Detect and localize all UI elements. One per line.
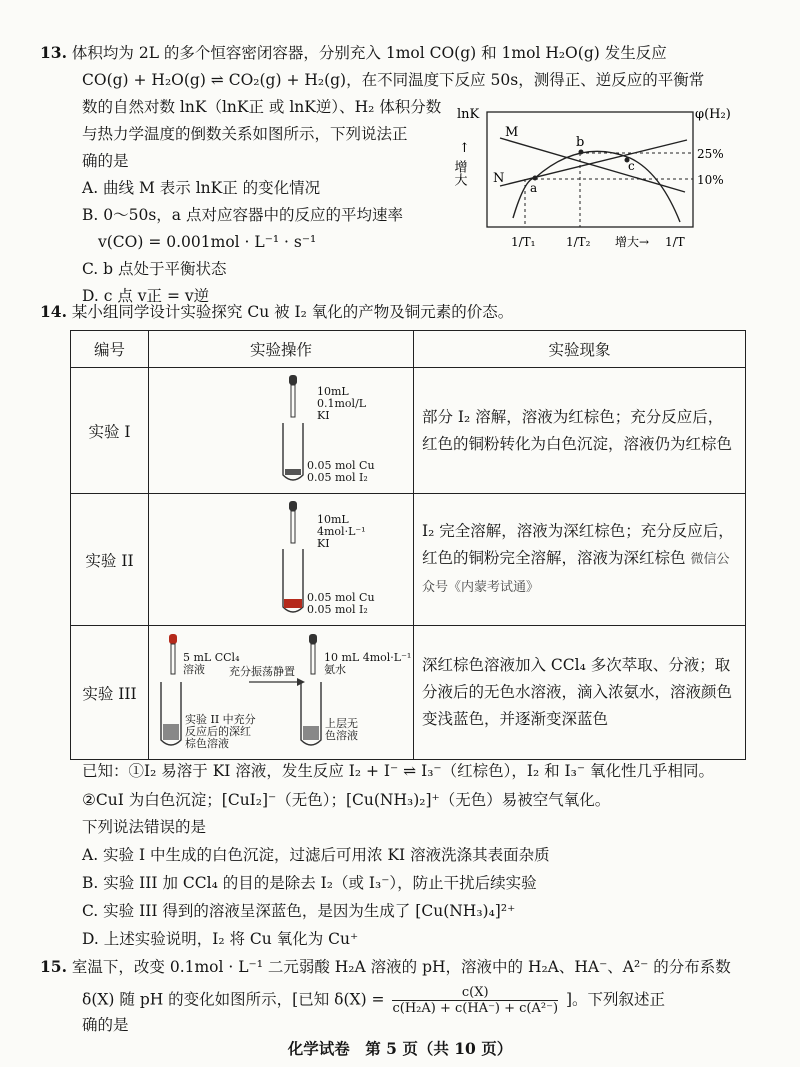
q13-option-b-rate: v(CO) = 0.001mol · L⁻¹ · s⁻¹ bbox=[98, 233, 317, 251]
q13-option-d: D. c 点 v正 = v逆 bbox=[82, 287, 210, 305]
tick-1-t2: 1/T₂ bbox=[566, 235, 591, 249]
q15-line-2 bbox=[82, 985, 665, 1016]
q14-option-c: C. 实验 III 得到的溶液呈深蓝色，是因为生成了 [Cu(NH₃)₄]²⁺ bbox=[82, 902, 516, 920]
exp1-id: 实验 I bbox=[71, 368, 149, 494]
table-header-row bbox=[71, 331, 746, 368]
exp1-reagent-name: KI bbox=[317, 409, 330, 422]
exp3-left-tube-line-1: 实验 II 中充分 bbox=[185, 713, 256, 726]
exp2-reagent-conc: 4mol·L⁻¹ bbox=[317, 525, 366, 538]
exp3-left-tube-label bbox=[185, 714, 256, 750]
q13-option-a: A. 曲线 M 表示 lnK正 的变化情况 bbox=[82, 179, 321, 197]
exp3-left-tube-line-2: 反应后的深红 bbox=[185, 725, 251, 738]
point-b bbox=[579, 150, 584, 155]
q13-stem-line-5: 确的是 bbox=[82, 152, 129, 170]
point-label-c: c bbox=[628, 159, 635, 173]
exp3-id: 实验 III bbox=[71, 626, 149, 760]
exp3-right-tube-line-2: 色溶液 bbox=[325, 729, 358, 742]
exp1-reagent-conc: 0.1mol/L bbox=[317, 397, 367, 410]
exp1-solid-i2: 0.05 mol I₂ bbox=[307, 471, 368, 484]
exp3-right-reagent-name: 氨水 bbox=[324, 663, 346, 676]
q13-stem-line-1: 体积均为 2L 的多个恒容密闭容器，分别充入 1mol CO(g) 和 1mol H₂O(g) 发生反应 bbox=[71, 44, 667, 62]
point-a bbox=[533, 176, 538, 181]
exp1-operation bbox=[149, 368, 414, 494]
exp2-solid-i2: 0.05 mol I₂ bbox=[307, 603, 368, 616]
q13-option-b: B. 0～50s，a 点对应容器中的反应的平均速率 bbox=[82, 206, 403, 224]
q15-fraction bbox=[392, 985, 558, 1016]
exp2-operation bbox=[149, 494, 414, 626]
q13-stem-line-2: CO(g) + H₂O(g) ⇌ CO₂(g) + H₂(g)，在不同温度下反应 50s，测得正、逆反应的平衡常 bbox=[82, 71, 705, 89]
q14-option-d: D. 上述实验说明，I₂ 将 Cu 氧化为 Cu⁺ bbox=[82, 930, 359, 948]
curve-label-n: N bbox=[493, 171, 505, 186]
exp2-solid-cu: 0.05 mol Cu bbox=[307, 591, 375, 604]
graph-y-arrow-icon: ↑ bbox=[459, 141, 470, 156]
page-footer: 化学试卷 第 5 页（共 10 页） bbox=[287, 1039, 513, 1058]
point-label-b: b bbox=[576, 135, 585, 150]
q13-stem-line-4: 与热力学温度的倒数关系如图所示，下列说法正 bbox=[82, 125, 408, 143]
exp1-solid-cu: 0.05 mol Cu bbox=[307, 459, 375, 472]
table-row bbox=[71, 368, 746, 494]
q14-ask: 下列说法错误的是 bbox=[82, 818, 207, 836]
exp1-reagent bbox=[317, 386, 366, 422]
graph-x-label: 1/T bbox=[665, 235, 685, 249]
exp3-operation bbox=[149, 626, 414, 760]
exp2-observation bbox=[414, 494, 746, 626]
q15-line-1 bbox=[40, 956, 731, 978]
q15-line-2-pre: δ(X) 随 pH 的变化如图所示，[已知 δ(X) = bbox=[82, 990, 385, 1009]
q14-number: 14. bbox=[40, 302, 67, 321]
tick-1-t1: 1/T₁ bbox=[511, 235, 536, 249]
exp2-solids bbox=[307, 592, 375, 616]
q15-fraction-numerator: c(X) bbox=[461, 985, 489, 1000]
q15-stem-line-3: 确的是 bbox=[82, 1016, 129, 1034]
exp3-left-reagent-volume: 5 mL CCl₄ bbox=[183, 651, 240, 664]
q14-known-1: 已知：①I₂ 易溶于 KI 溶液，发生反应 I₂ + I⁻ ⇌ I₃⁻（红棕色），I₂ 和 I₃⁻ 氧化性几乎相同。 bbox=[82, 762, 714, 780]
header-observation: 实验现象 bbox=[414, 331, 746, 368]
q14-option-b: B. 实验 III 加 CCl₄ 的目的是除去 I₂（或 I₃⁻），防止干扰后续实验 bbox=[82, 874, 537, 892]
graph-x-hint: 增大→ bbox=[615, 235, 650, 249]
q13-option-c: C. b 点处于平衡状态 bbox=[82, 260, 227, 278]
exp3-observation: 深红棕色溶液加入 CCl₄ 多次萃取、分液；取分液后的无色水溶液，滴入浓氨水，溶液颜色变浅蓝色，并逐渐变深蓝色 bbox=[414, 626, 746, 760]
q15-fraction-denominator: c(H₂A) + c(HA⁻) + c(A²⁻) bbox=[392, 1001, 559, 1016]
exp1-reagent-volume: 10mL bbox=[317, 385, 349, 398]
exp3-right-tube-line-1: 上层无 bbox=[325, 717, 358, 730]
tick-25: 25% bbox=[697, 147, 724, 161]
header-id: 编号 bbox=[71, 331, 149, 368]
q13-number: 13. bbox=[40, 43, 67, 62]
exp1-solids bbox=[307, 460, 375, 484]
tick-10: 10% bbox=[697, 173, 724, 187]
exp3-arrow-label: 充分振荡静置 bbox=[229, 665, 295, 678]
exp1-observation: 部分 I₂ 溶解，溶液为红棕色；充分反应后，红色的铜粉转化为白色沉淀，溶液仍为红棕色 bbox=[414, 368, 746, 494]
q14-stem bbox=[40, 301, 513, 323]
table-row bbox=[71, 626, 746, 760]
header-operation: 实验操作 bbox=[149, 331, 414, 368]
experiment-table bbox=[70, 330, 746, 760]
exp3-left-reagent-name: 溶液 bbox=[183, 663, 205, 676]
q13-line-1 bbox=[40, 42, 667, 64]
point-label-a: a bbox=[530, 181, 538, 195]
exp2-reagent-volume: 10mL bbox=[317, 513, 349, 526]
q13-graph bbox=[451, 100, 745, 290]
q13-stem-line-3: 数的自然对数 lnK（lnK正 或 lnK逆）、H₂ 体积分数 bbox=[82, 98, 442, 116]
exp2-id: 实验 II bbox=[71, 494, 149, 626]
exp3-left-tube-line-3: 棕色溶液 bbox=[185, 737, 229, 750]
graph-ylabel-left: lnK bbox=[457, 107, 480, 122]
table-row bbox=[71, 494, 746, 626]
watermark: 微信公众号《内蒙考试通》 bbox=[422, 552, 730, 595]
exp3-right-tube-label bbox=[325, 718, 358, 742]
q15-line-2-post: ]。下列叙述正 bbox=[565, 990, 666, 1009]
q14-known-2: ②CuI 为白色沉淀；[CuI₂]⁻（无色）；[Cu(NH₃)₂]⁺（无色）易被空气氧化。 bbox=[82, 791, 611, 809]
q14-stem-text: 某小组同学设计实验探究 Cu 被 I₂ 氧化的产物及铜元素的价态。 bbox=[71, 303, 514, 321]
exp3-right-reagent bbox=[324, 652, 411, 676]
graph-ylabel-right: φ(H₂) bbox=[695, 107, 731, 122]
q15-stem-line-1: 室温下，改变 0.1mol · L⁻¹ 二元弱酸 H₂A 溶液的 pH，溶液中的 H₂A、HA⁻、A²⁻ 的分布系数 bbox=[71, 958, 731, 976]
exp2-reagent bbox=[317, 514, 366, 550]
exp3-right-reagent-conc: 10 mL 4mol·L⁻¹ bbox=[324, 651, 412, 664]
q14-option-a: A. 实验 I 中生成的白色沉淀，过滤后可用浓 KI 溶液洗涤其表面杂质 bbox=[82, 846, 550, 864]
graph-y-hint: 增大 bbox=[451, 160, 467, 186]
q15-number: 15. bbox=[40, 957, 67, 976]
exp2-reagent-name: KI bbox=[317, 537, 330, 550]
curve-label-m: M bbox=[505, 125, 519, 140]
exp2-observation-text: I₂ 完全溶解，溶液为深红棕色；充分反应后，红色的铜粉完全溶解，溶液为深红棕色 bbox=[422, 522, 734, 567]
